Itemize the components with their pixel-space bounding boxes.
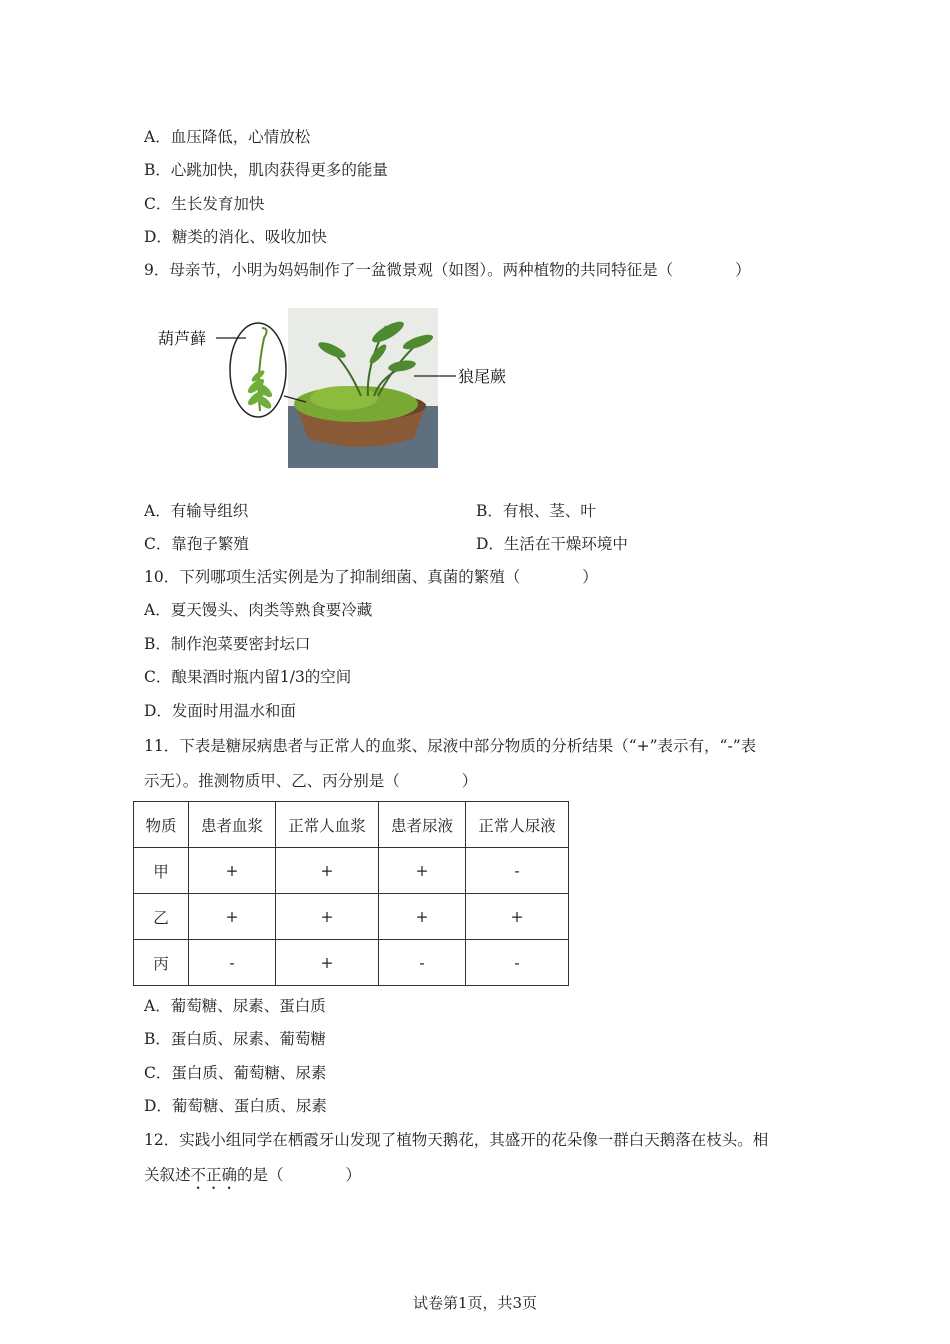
q10-option-d: D．发面时用温水和面	[144, 702, 296, 720]
q11-option-a: A．葡萄糖、尿素、蛋白质	[144, 997, 326, 1015]
q12-stem-emphasis: 不正确	[190, 1166, 238, 1184]
table-cell: +	[379, 894, 466, 940]
table-cell: -	[466, 848, 569, 894]
q8-option-d: D．糖类的消化、吸收加快	[144, 228, 327, 246]
q10-option-c: C．酿果酒时瓶内留1/3的空间	[144, 668, 352, 686]
q9-option-a: A．有输导组织	[144, 502, 249, 520]
table-row	[134, 848, 569, 894]
table-row	[134, 894, 569, 940]
table-cell: +	[379, 848, 466, 894]
q12-stem-line2	[144, 1164, 361, 1193]
table-header: 患者尿液	[379, 802, 466, 848]
table-cell: 乙	[134, 894, 189, 940]
q9-option-b: B．有根、茎、叶	[476, 502, 596, 520]
table-cell: 甲	[134, 848, 189, 894]
table-row	[134, 940, 569, 986]
table-cell: -	[379, 940, 466, 986]
q11-stem-line2: 示无）。推测物质甲、乙、丙分别是（ ）	[144, 772, 478, 790]
q8-option-c: C．生长发育加快	[144, 195, 265, 213]
table-cell: +	[276, 940, 379, 986]
q9-stem: 9．母亲节，小明为妈妈制作了一盆微景观（如图）。两种植物的共同特征是（ ）	[144, 261, 751, 279]
table-cell: +	[276, 848, 379, 894]
q8-option-a: A．血压降低，心情放松	[144, 128, 311, 146]
q12-stem-line1: 12．实践小组同学在栖霞牙山发现了植物天鹅花，其盛开的花朵像一群白天鹅落在枝头。相	[144, 1131, 769, 1149]
page-footer: 试卷第1页，共3页	[412, 1294, 538, 1312]
table-cell: +	[189, 848, 276, 894]
q11-option-c: C．蛋白质、葡萄糖、尿素	[144, 1064, 327, 1082]
table-cell: 丙	[134, 940, 189, 986]
table-cell: +	[276, 894, 379, 940]
q10-stem: 10．下列哪项生活实例是为了抑制细菌、真菌的繁殖（ ）	[144, 568, 598, 586]
q11-option-d: D．葡萄糖、蛋白质、尿素	[144, 1097, 327, 1115]
q11-option-b: B．蛋白质、尿素、葡萄糖	[144, 1030, 326, 1048]
q8-option-b: B．心跳加快，肌肉获得更多的能量	[144, 161, 388, 179]
q11-stem-line1: 11．下表是糖尿病患者与正常人的血浆、尿液中部分物质的分析结果（“+”表示有，“-”表	[144, 737, 757, 755]
table-cell: +	[189, 894, 276, 940]
q9-option-d: D．生活在干燥环境中	[476, 535, 628, 553]
table-header: 正常人尿液	[466, 802, 569, 848]
q12-stem-post: 的是（ ）	[237, 1166, 362, 1184]
q9-option-c: C．靠孢子繁殖	[144, 535, 249, 553]
q12-stem-pre: 关叙述	[144, 1166, 191, 1184]
table-cell: -	[189, 940, 276, 986]
plant-figure	[156, 306, 526, 472]
table-cell: -	[466, 940, 569, 986]
table-header-row	[134, 802, 569, 848]
label-fern: 狼尾蕨	[458, 367, 507, 386]
q10-option-b: B．制作泡菜要密封坛口	[144, 635, 311, 653]
table-header: 物质	[134, 802, 189, 848]
table-header: 患者血浆	[189, 802, 276, 848]
q10-option-a: A．夏天馒头、肉类等熟食要冷藏	[144, 601, 373, 619]
label-moss: 葫芦藓	[158, 329, 207, 348]
data-table	[133, 801, 569, 986]
table-cell: +	[466, 894, 569, 940]
table-header: 正常人血浆	[276, 802, 379, 848]
